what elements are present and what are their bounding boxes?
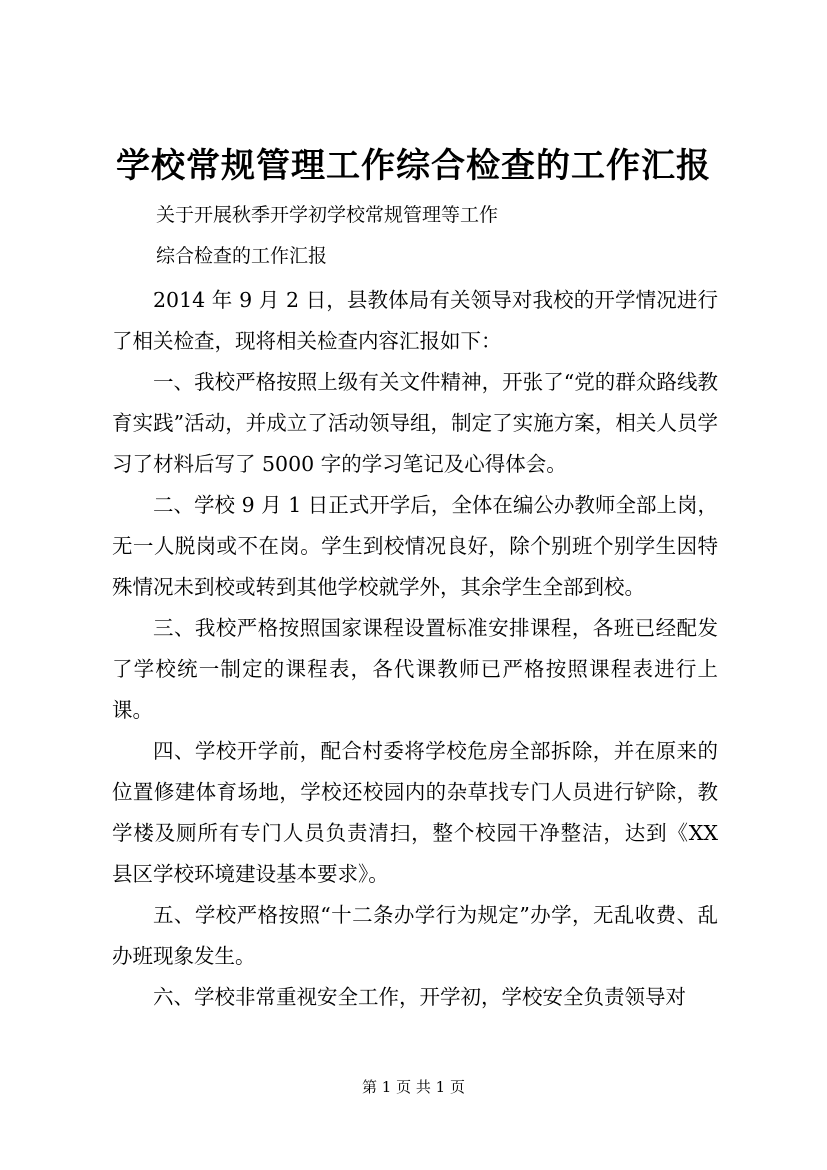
paragraph-intro: 2014 年 9 月 2 日，县教体局有关领导对我校的开学情况进行了相关检查，现将相关检查内容汇报如下： xyxy=(112,288,718,353)
document-title: 学校常规管理工作综合检查的工作汇报 xyxy=(116,146,711,186)
paragraph-item-6: 六、学校非常重视安全工作，开学初，学校安全负责领导对 xyxy=(153,985,686,1009)
paragraph-item-1: 一、我校严格按照上级有关文件精神，开张了“党的群众路线教育实践”活动，并成立了活动领导组，制定了实施方案，相关人员学习了材料后写了 5000 字的学习笔记及心得体会。 xyxy=(112,370,718,476)
document-body xyxy=(112,280,718,1018)
paragraph-item-4: 四、学校开学前，配合村委将学校危房全部拆除，并在原来的位置修建体育场地，学校还校园内的杂草找专门人员进行铲除，教学楼及厕所有专门人员负责清扫，整个校园干净整洁，达到《XX 县区学校环境建设基本要求》。 xyxy=(112,739,718,886)
document-subtitle-line-1: 关于开展秋季开学初学校常规管理等工作 xyxy=(156,204,499,226)
paragraph-item-5: 五、学校严格按照“十二条办学行为规定”办学，无乱收费、乱办班现象发生。 xyxy=(112,903,718,968)
paragraph-item-2: 二、学校 9 月 1 日正式开学后，全体在编公办教师全部上岗，无一人脱岗或不在岗。学生到校情况良好，除个别班个别学生因特殊情况未到校或转到其他学校就学外，其余学生全部到校。 xyxy=(112,493,718,599)
page-number-footer: 第 1 页 共 1 页 xyxy=(362,1078,465,1096)
paragraph-item-3: 三、我校严格按照国家课程设置标准安排课程，各班已经配发了学校统一制定的课程表，各代课教师已严格按照课程表进行上课。 xyxy=(112,616,718,722)
document-subtitle-line-2: 综合检查的工作汇报 xyxy=(156,245,328,267)
